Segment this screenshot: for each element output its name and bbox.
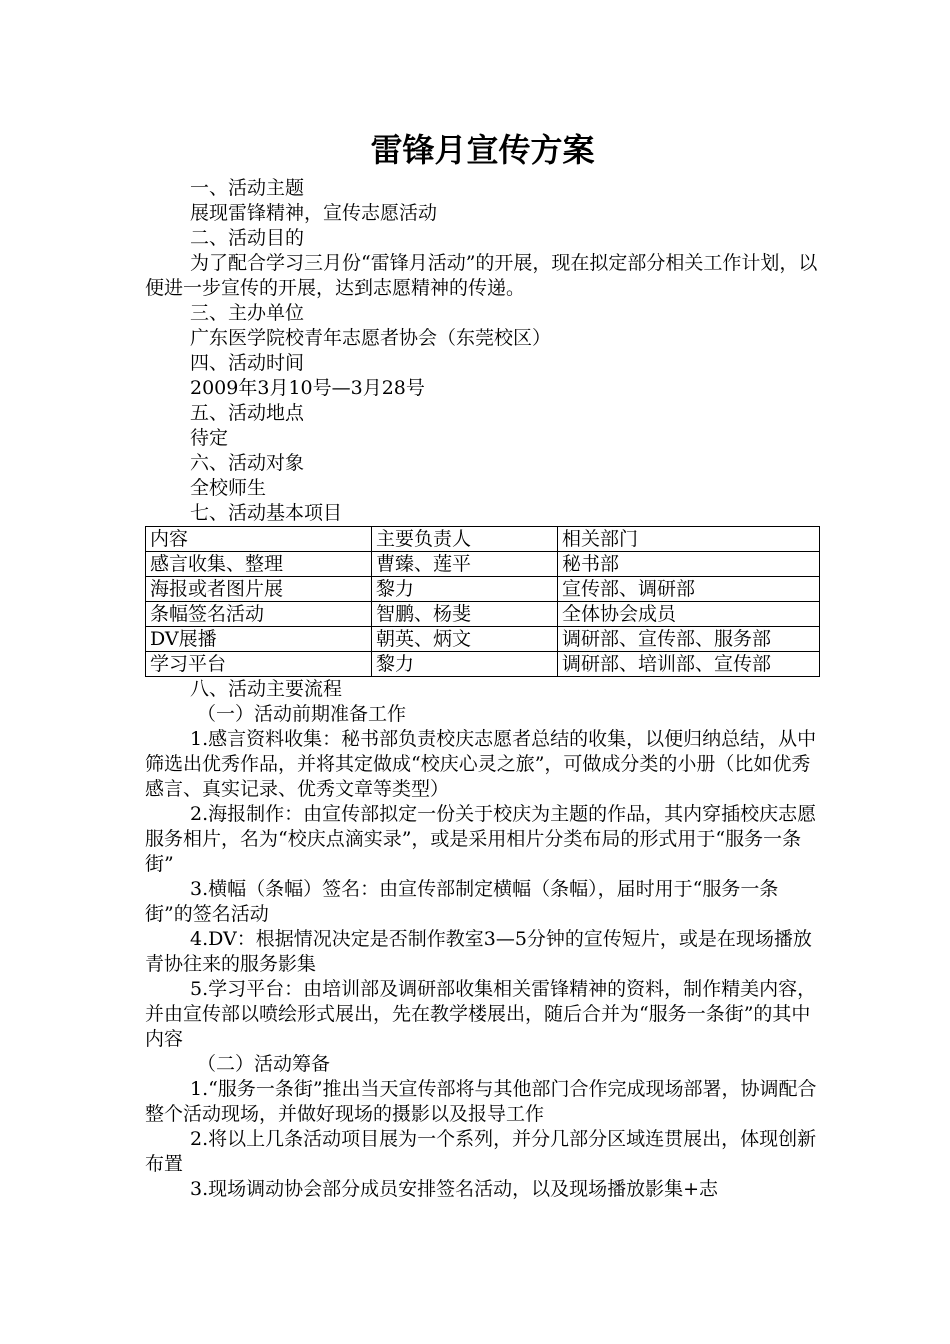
section-heading-location: 五、活动地点: [190, 402, 305, 424]
table-cell: 全体协会成员: [558, 602, 820, 627]
table-cell: 黎力: [372, 652, 558, 677]
table-cell: 感言收集、整理: [146, 552, 372, 577]
list-item: 3.现场调动协会部分成员安排签名活动，以及现场播放影集+志: [190, 1178, 719, 1200]
section-heading-projects: 七、活动基本项目: [190, 502, 343, 524]
section-heading-purpose: 二、活动目的: [190, 227, 305, 249]
section-body-organizer: 广东医学院校青年志愿者协会（东莞校区）: [190, 327, 552, 349]
subsection-heading-prep: （一）活动前期准备工作: [197, 703, 407, 725]
table-row: [146, 552, 820, 577]
list-item: 4.DV：根据情况决定是否制作教室3—5分钟的宣传短片，或是在现场播放青协往来的服务影集: [145, 928, 812, 975]
table-cell: 学习平台: [146, 652, 372, 677]
table-header-cell: 主要负责人: [372, 527, 558, 552]
section-heading-organizer: 三、主办单位: [190, 302, 305, 324]
document-title: 雷锋月宣传方案: [370, 131, 595, 169]
table-cell: 曹臻、莲平: [372, 552, 558, 577]
table-cell: 秘书部: [558, 552, 820, 577]
document-body: [145, 128, 820, 1202]
table-row: [146, 652, 820, 677]
projects-table: [145, 526, 820, 677]
list-item: 2.海报制作：由宣传部拟定一份关于校庆为主题的作品，其内穿插校庆志愿服务相片，名为“校庆点滴实录”，或是采用相片分类布局的形式用于“服务一条街”: [145, 803, 817, 875]
section-heading-theme: 一、活动主题: [190, 177, 305, 199]
section-heading-time: 四、活动时间: [190, 352, 305, 374]
table-cell: 条幅签名活动: [146, 602, 372, 627]
section-heading-process: 八、活动主要流程: [190, 678, 343, 700]
table-header-cell: 相关部门: [558, 527, 820, 552]
table-row: [146, 602, 820, 627]
table-row: [146, 577, 820, 602]
list-item: 1.感言资料收集：秘书部负责校庆志愿者总结的收集，以便归纳总结，从中筛选出优秀作品，并将其定做成“校庆心灵之旅”，可做成分类的小册（比如优秀感言、真实记录、优秀文章等类型）: [145, 728, 817, 800]
table-cell: DV展播: [146, 627, 372, 652]
table-row: [146, 627, 820, 652]
table-header-row: [146, 527, 820, 552]
subsection-heading-preparation: （二）活动筹备: [197, 1053, 331, 1075]
table-cell: 调研部、宣传部、服务部: [558, 627, 820, 652]
table-cell: 朝英、炳文: [372, 627, 558, 652]
table-cell: 调研部、培训部、宣传部: [558, 652, 820, 677]
section-body-location: 待定: [190, 427, 229, 449]
list-item: 3.横幅（条幅）签名：由宣传部制定横幅（条幅），届时用于“服务一条街”的签名活动: [145, 878, 779, 925]
section-body-audience: 全校师生: [190, 477, 267, 499]
table-cell: 黎力: [372, 577, 558, 602]
section-body-purpose: 为了配合学习三月份“雷锋月活动”的开展，现在拟定部分相关工作计划，以便进一步宣传的开展，达到志愿精神的传递。: [145, 252, 818, 299]
table-header-cell: 内容: [146, 527, 372, 552]
section-heading-audience: 六、活动对象: [190, 452, 305, 474]
list-item: 5.学习平台：由培训部及调研部收集相关雷锋精神的资料，制作精美内容，并由宣传部以喷绘形式展出，先在教学楼展出，随后合并为“服务一条街”的其中内容: [145, 978, 817, 1050]
list-item: 2.将以上几条活动项目展为一个系列，并分几部分区域连贯展出，体现创新布置: [145, 1128, 817, 1175]
table-cell: 智鹏、杨斐: [372, 602, 558, 627]
list-item: 1.“服务一条街”推出当天宣传部将与其他部门合作完成现场部署，协调配合整个活动现场，并做好现场的摄影以及报导工作: [145, 1078, 817, 1125]
section-body-time: 2009年3月10号—3月28号: [190, 377, 425, 399]
section-body-theme: 展现雷锋精神，宣传志愿活动: [190, 202, 438, 224]
table-cell: 海报或者图片展: [146, 577, 372, 602]
table-cell: 宣传部、调研部: [558, 577, 820, 602]
